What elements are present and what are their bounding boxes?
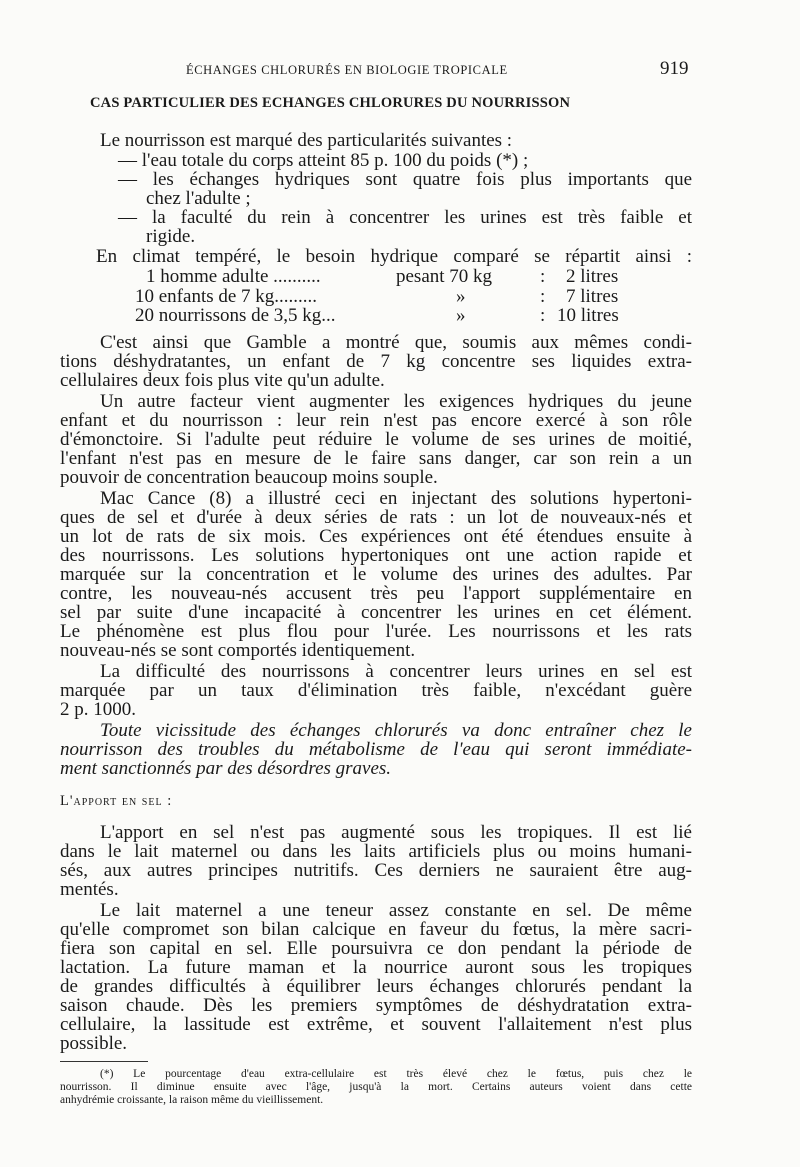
text-line: La difficulté des nourrissons à concentrer leurs urines en sel est [100,661,692,682]
text-line: mentés. [60,879,119,900]
bullet-line: chez l'adulte ; [146,188,251,209]
table-cell-sep: : [540,266,546,287]
text-line: qu'elle compromet son bilan calcique en faveur du fœtus, la mère sacri- [60,919,692,940]
footnote-line: (*) Le pourcentage d'eau extra-cellulaire est très élevé chez le fœtus, puis chez le [100,1068,692,1080]
section-title: CAS PARTICULIER DES ECHANGES CHLORURES DU NOURRISSON [90,95,571,111]
text-line: de grandes difficultés à équilibrer leurs échanges chlorurés pendant la [60,976,692,997]
text-line: sel par suite d'une incapacité à concentrer les urines en cet élément. [60,602,692,623]
bullet-line: — la faculté du rein à concentrer les urines est très faible et [118,207,692,228]
table-cell-sep: : [540,305,546,326]
table-cell-volume: 10 litres [557,305,619,326]
text-line: saison chaude. Dès les premiers symptômes de déshydratation extra- [60,995,692,1016]
table-cell-label: 10 enfants de 7 kg......... [135,286,318,307]
table-cell-label: 20 nourrissons de 3,5 kg... [135,305,336,326]
text-line: ques de sel et d'urée à deux séries de rats : un lot de nouveaux-nés et [60,507,692,528]
text-line: lactation. La future maman et la nourrice auront sous les tropiques [60,957,692,978]
text-line: dans le lait maternel ou dans les laits artificiels plus ou moins humani- [60,841,692,862]
footnote-line: nourrisson. Il diminue ensuite avec l'âge, jusqu'à la mort. Certains auteurs voient dans cette [60,1081,692,1093]
intro-line: Le nourrisson est marqué des particularités suivantes : [100,130,513,151]
text-line: cellulaire, la lassitude est extrême, et souvent l'allaitement n'est plus [60,1014,692,1035]
text-line: nouveau-nés se sont comportés identiquement. [60,640,416,661]
page-number: 919 [660,58,689,79]
text-line: L'apport en sel n'est pas augmenté sous les tropiques. Il est lié [100,822,692,843]
text-line: Le lait maternel a une teneur assez constante en sel. De même [100,900,692,921]
table-cell-weight: pesant 70 kg [396,266,493,287]
text-line: 2 p. 1000. [60,699,136,720]
text-line: pouvoir de concentration beaucoup moins souple. [60,467,438,488]
text-line: Mac Cance (8) a illustré ceci en injectant des solutions hypertoni- [100,488,692,509]
text-line: des nourrissons. Les solutions hypertoniques ont une action rapide et [60,545,692,566]
climate-line: En climat tempéré, le besoin hydrique comparé se répartit ainsi : [96,246,692,267]
table-cell-volume: 2 litres [566,266,619,287]
footnote-rule [60,1061,148,1062]
text-line: enfant et du nourrisson : leur rein n'est pas encore exercé à son rôle [60,410,692,431]
text-line: contre, les nouveau-nés accusent très peu l'apport supplémentaire en [60,583,692,604]
table-cell-label: 1 homme adulte .......... [146,266,321,287]
text-line: ment sanctionnés par des désordres graves. [60,758,392,779]
text-line: un lot de rats de six mois. Ces expériences ont été étendues ensuite à [60,526,692,547]
footnote-line: anhydrémie croissante, la raison même du vieillissement. [60,1094,324,1106]
text-line: d'émonctoire. Si l'adulte peut réduire le volume de ses urines de moitié, [60,429,692,450]
table-cell-weight: » [456,305,466,326]
text-line: marquée sur la concentration et le volume des urines des adultes. Par [60,564,692,585]
text-line: Le phénomène est plus flou pour l'urée. Les nourrissons et les rats [60,621,692,642]
bullet-line: — l'eau totale du corps atteint 85 p. 100 du poids (*) ; [118,150,529,171]
running-head: ÉCHANGES CHLORURÉS EN BIOLOGIE TROPICALE [186,63,508,77]
bullet-line: rigide. [146,226,196,247]
text-line: sés, aux autres principes nutritifs. Ces derniers ne sauraient être aug- [60,860,692,881]
text-line: C'est ainsi que Gamble a montré que, soumis aux mêmes condi- [100,332,692,353]
subheading: L'apport en sel : [60,793,173,809]
table-cell-sep: : [540,286,546,307]
table-cell-volume: 7 litres [566,286,619,307]
text-line: nourrisson des troubles du métabolisme de l'eau qui seront immédiate- [60,739,692,760]
text-line: possible. [60,1033,128,1054]
text-line: tions déshydratantes, un enfant de 7 kg concentre ses liquides extra- [60,351,692,372]
table-cell-weight: » [456,286,466,307]
text-line: Un autre facteur vient augmenter les exigences hydriques du jeune [100,391,692,412]
text-line: cellulaires deux fois plus vite qu'un adulte. [60,370,385,391]
text-line: marquée par un taux d'élimination très faible, n'excédant guère [60,680,692,701]
text-line: fiera son capital en sel. Elle poursuivra ce don pendant la période de [60,938,692,959]
bullet-line: — les échanges hydriques sont quatre fois plus importants que [118,169,692,190]
text-line: l'enfant n'est pas en mesure de le faire sans danger, car son rein a un [60,448,692,469]
text-line: Toute vicissitude des échanges chlorurés va donc entraîner chez le [100,720,692,741]
